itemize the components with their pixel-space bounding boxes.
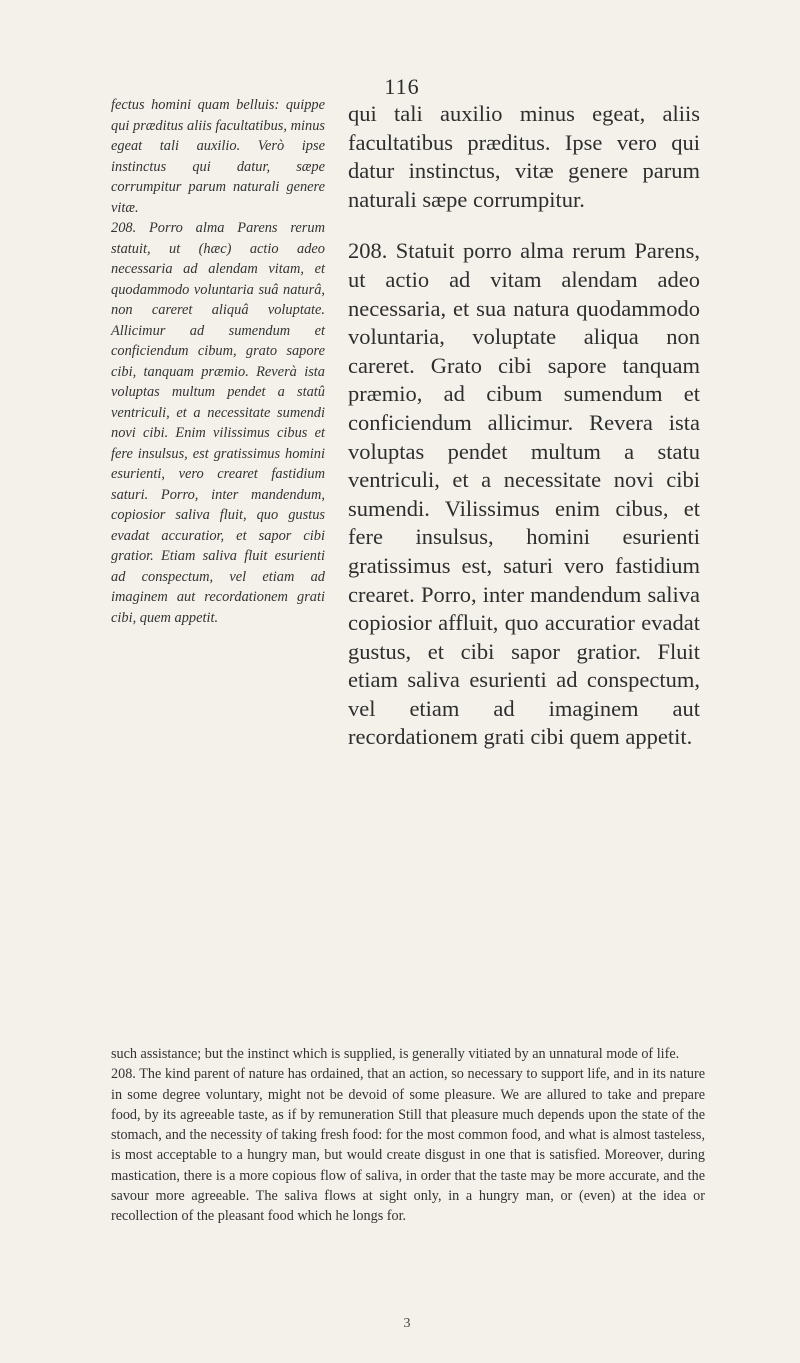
left-column-paragraph-208: 208. Porro alma Parens rerum statuit, ut (hæc) actio adeo necessaria ad alendam vitam, et quodammodo voluntaria suâ naturâ, non careret aliquâ voluptate. Allicimur ad sumendum et conficiendum cibum, grato sapore cibi, tanquam præmio. Reverà ista voluptas multum pendet a statû ventriculi, et a necessitate sumendi novi cibi. Enim vilissimus cibus et fere insulsus, est gratissimus homini esurienti, vero crearet fastidium saturi. Porro, inter mandendum, copiosior saliva fluit, quo gustus evadat accuratior, et sapor cibi gratior. Etiam saliva fluit esurienti ad conspectum, vel etiam ad imaginem aut recordationem grati cibi, quem appetit. <box>111 220 325 626</box>
page-number: 116 <box>384 74 420 99</box>
right-column-paragraph: qui tali auxilio minus egeat, aliis facultatibus præditus. Ipse vero qui datur instinctus, vitæ genere parum naturali sæpe corrumpitur. <box>348 101 700 212</box>
english-translation <box>111 1044 705 1227</box>
left-column-paragraph: fectus homini quam belluis: quippe qui præditus aliis facultatibus, minus egeat tali auxilio. Verò ipse instinctus qui datur, sæpe corrumpitur parum naturali genere vitæ. <box>111 97 325 216</box>
translation-paragraph: such assistance; but the instinct which is supplied, is generally vitiated by an unnatural mode of life. <box>111 1046 680 1062</box>
translation-paragraph-208: 208. The kind parent of nature has ordained, that an action, so necessary to support life, and in its nature in some degree voluntary, might not be devoid of some pleasure. We are allured to take and prepare food, by its agreeable taste, as if by remuneration Still that pleasure much depends upon the state of the stomach, and the necessity of taking fresh food: for the most common food, and what is almost tasteless, is most acceptable to a hungry man, but would create disgust in one that is satisfied. Moreover, during mastication, there is a more copious flow of saliva, in order that the taste may be more accurate, and the savour more agreeable. The saliva flows at sight only, in a hungry man, or (even) at the idea or recollection of the pleasant food which he longs for. <box>111 1066 705 1225</box>
right-column-latin-text <box>348 100 700 752</box>
right-column-paragraph-208: 208. Statuit porro alma rerum Parens, ut actio ad vitam alendam adeo necessaria, et sua natura quodammodo voluntaria, voluptate aliqua non careret. Grato cibi sapore tanquam præmio, ad cibum sumendum et conficiendum allicimur. Revera ista voluptas pendet multum a statu ventriculi, et a necessitate novi cibi sumendi. Vilissimus enim cibus, et fere insulsus, homini esurienti gratissimus est, saturi vero fastidium crearet. Porro, inter mandendum saliva copiosior affluit, quo accuratior evadat gustus, et cibi sapor gratior. Fluit etiam saliva esurienti ad conspectum, vel etiam ad imaginem aut recordationem grati cibi quem appetit. <box>348 238 700 750</box>
signature-mark: 3 <box>403 1316 411 1331</box>
left-column-latin-gloss <box>111 95 325 628</box>
